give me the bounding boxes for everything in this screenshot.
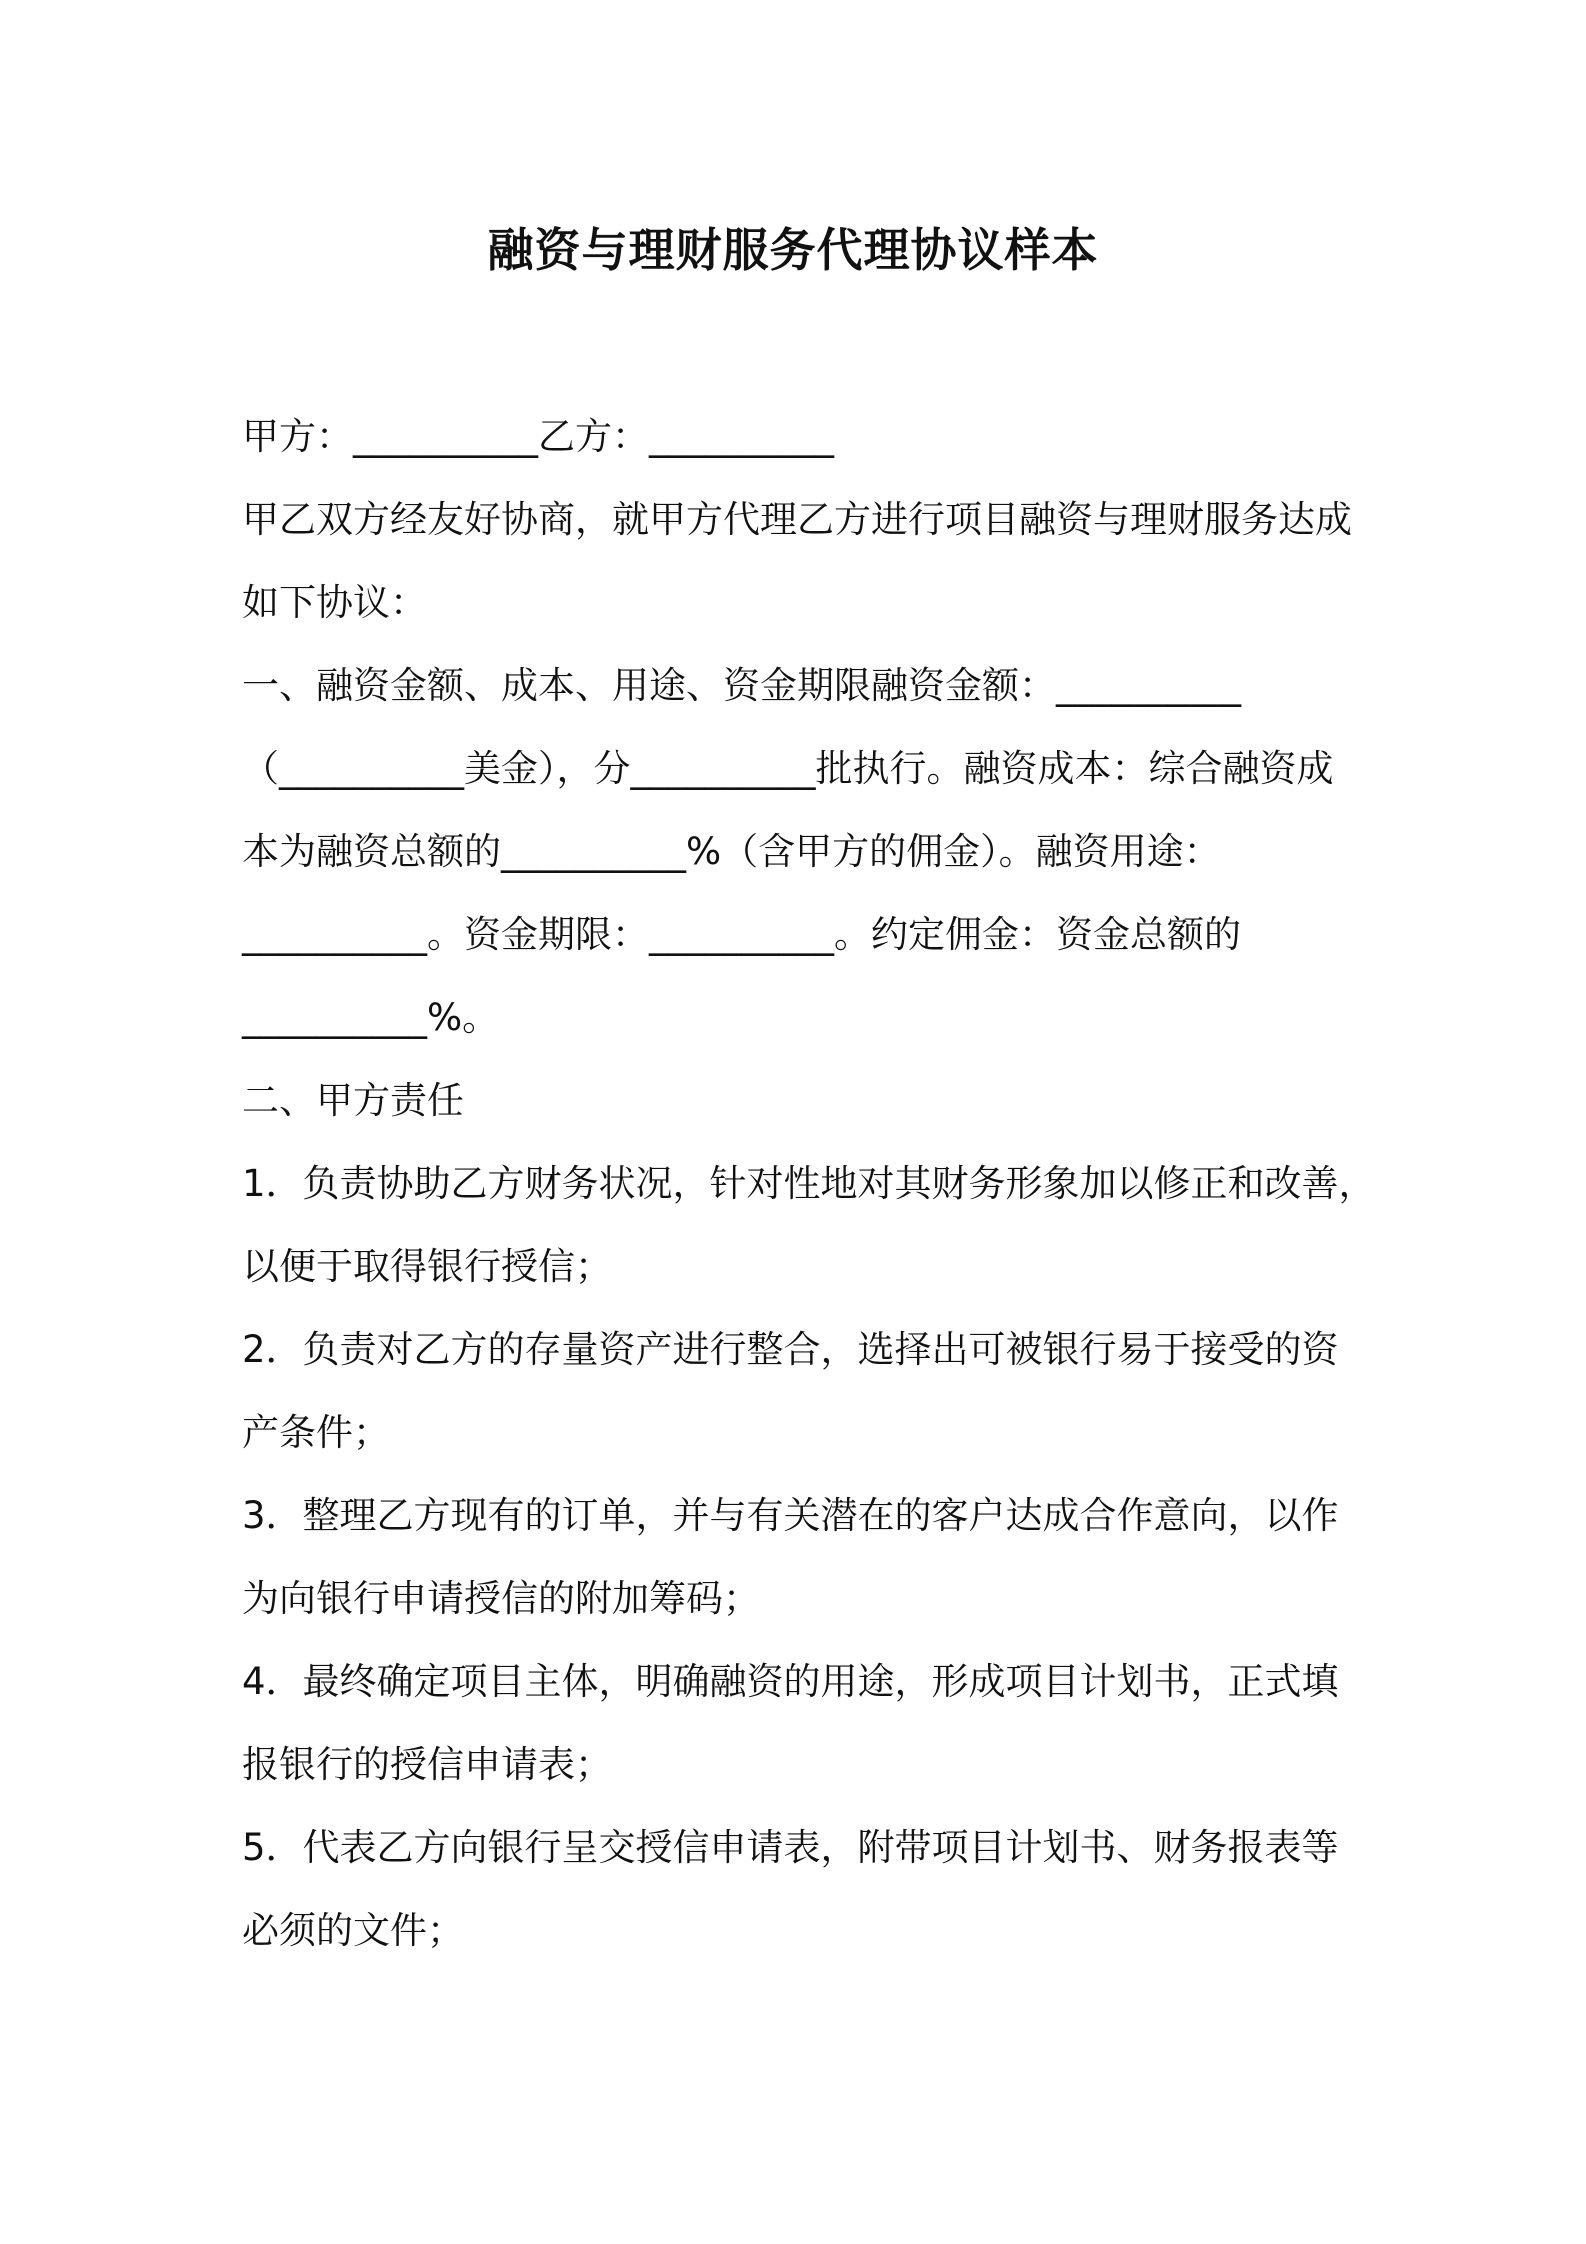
- section-1-line: （__________美金），分__________批执行。融资成本：综合融资成: [242, 747, 1334, 790]
- clause-3-line: 为向银行申请授信的附加筹码；: [242, 1577, 760, 1620]
- clause-1-line: 以便于取得银行授信；: [242, 1245, 612, 1288]
- clause-4-line: 4．最终确定项目主体，明确融资的用途，形成项目计划书，正式填: [242, 1660, 1339, 1703]
- section-1-line: 本为融资总额的__________%（含甲方的佣金）。融资用途：: [242, 830, 1221, 873]
- clause-5-line: 必须的文件；: [242, 1909, 464, 1952]
- parties-line: 甲方：__________乙方：__________: [242, 415, 834, 458]
- document-body: [242, 395, 1376, 1972]
- section-1-line: 一、融资金额、成本、用途、资金期限融资金额：__________: [242, 664, 1241, 707]
- section-1-line: __________%。: [242, 996, 500, 1039]
- document-title: 融资与理财服务代理协议样本: [487, 223, 1099, 277]
- clause-2-line: 2．负责对乙方的存量资产进行整合，选择出可被银行易于接受的资: [242, 1328, 1339, 1371]
- clause-1-line: 1．负责协助乙方财务状况，针对性地对其财务形象加以修正和改善，: [242, 1162, 1376, 1205]
- intro-paragraph-line: 如下协议：: [242, 581, 427, 624]
- intro-paragraph-line: 甲乙双方经友好协商，就甲方代理乙方进行项目融资与理财服务达成: [242, 498, 1352, 541]
- section-1-line: __________。资金期限：__________。约定佣金：资金总额的: [242, 913, 1241, 956]
- clause-2-line: 产条件；: [242, 1411, 390, 1454]
- clause-5-line: 5．代表乙方向银行呈交授信申请表，附带项目计划书、财务报表等: [242, 1826, 1339, 1869]
- clause-3-line: 3．整理乙方现有的订单，并与有关潜在的客户达成合作意向，以作: [242, 1494, 1339, 1537]
- section-2-heading: 二、甲方责任: [242, 1079, 464, 1122]
- clause-4-line: 报银行的授信申请表；: [242, 1743, 612, 1786]
